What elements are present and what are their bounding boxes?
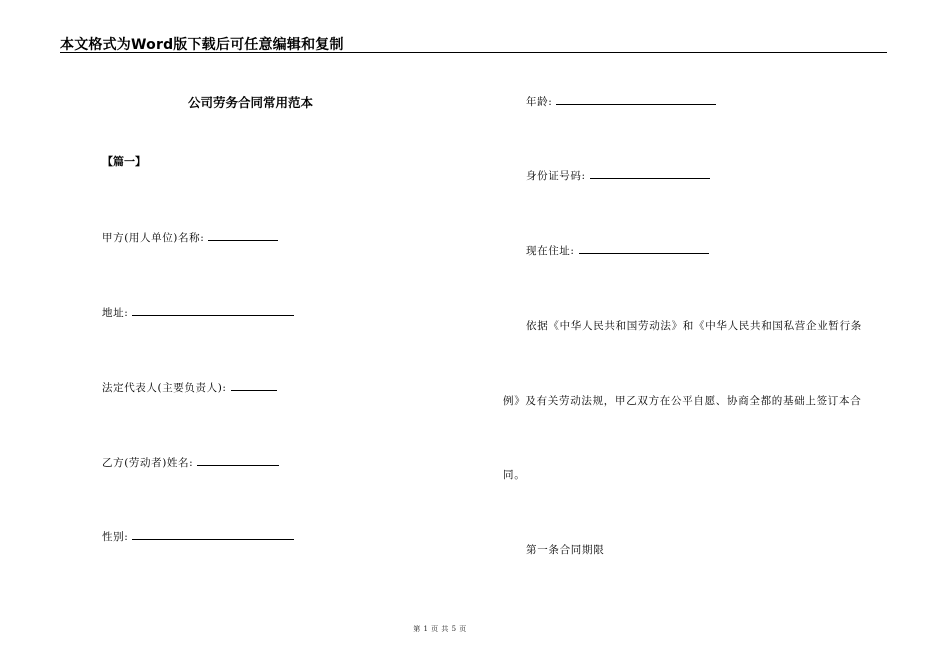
clause-heading: 第一条合同期限 [526, 544, 605, 556]
fill-in-blank [197, 455, 279, 466]
fill-in-blank [132, 305, 294, 316]
field-label: 地址: [102, 307, 129, 319]
field-label: 甲方(用人单位)名称: [102, 232, 205, 244]
field-party-a-name [102, 230, 278, 245]
field-party-b-name [102, 455, 279, 470]
field-age [526, 94, 716, 109]
field-label: 现在住址: [526, 245, 575, 257]
fill-in-blank [579, 243, 709, 254]
field-label: 身份证号码: [526, 170, 586, 182]
fill-in-blank [590, 168, 710, 179]
field-label: 年龄: [526, 96, 553, 108]
field-gender [102, 529, 294, 544]
field-label: 法定代表人(主要负责人): [102, 382, 227, 394]
fill-in-blank [556, 94, 716, 105]
field-current-address [526, 243, 709, 258]
section-mark: 【篇一】 [102, 155, 146, 168]
document-title: 公司劳务合同常用范本 [188, 95, 314, 110]
header-text: 本文格式为Word版下载后可任意编辑和复制 [60, 37, 344, 53]
fill-in-blank [231, 380, 277, 391]
header-divider [60, 52, 887, 53]
field-legal-representative [102, 380, 277, 395]
paragraph-line: 例》及有关劳动法规，甲乙双方在公平自愿、协商全都的基础上签订本合 [503, 395, 862, 407]
page-number: 第 1 页 共 5 页 [413, 625, 467, 633]
field-id-number [526, 168, 710, 183]
paragraph-line: 依据《中华人民共和国劳动法》和《中华人民共和国私营企业暂行条 [526, 320, 862, 332]
paragraph-line: 同。 [503, 469, 526, 481]
fill-in-blank [132, 529, 294, 540]
field-label: 性别: [102, 531, 129, 543]
field-address [102, 305, 294, 320]
field-label: 乙方(劳动者)姓名: [102, 457, 194, 469]
fill-in-blank [208, 230, 278, 241]
